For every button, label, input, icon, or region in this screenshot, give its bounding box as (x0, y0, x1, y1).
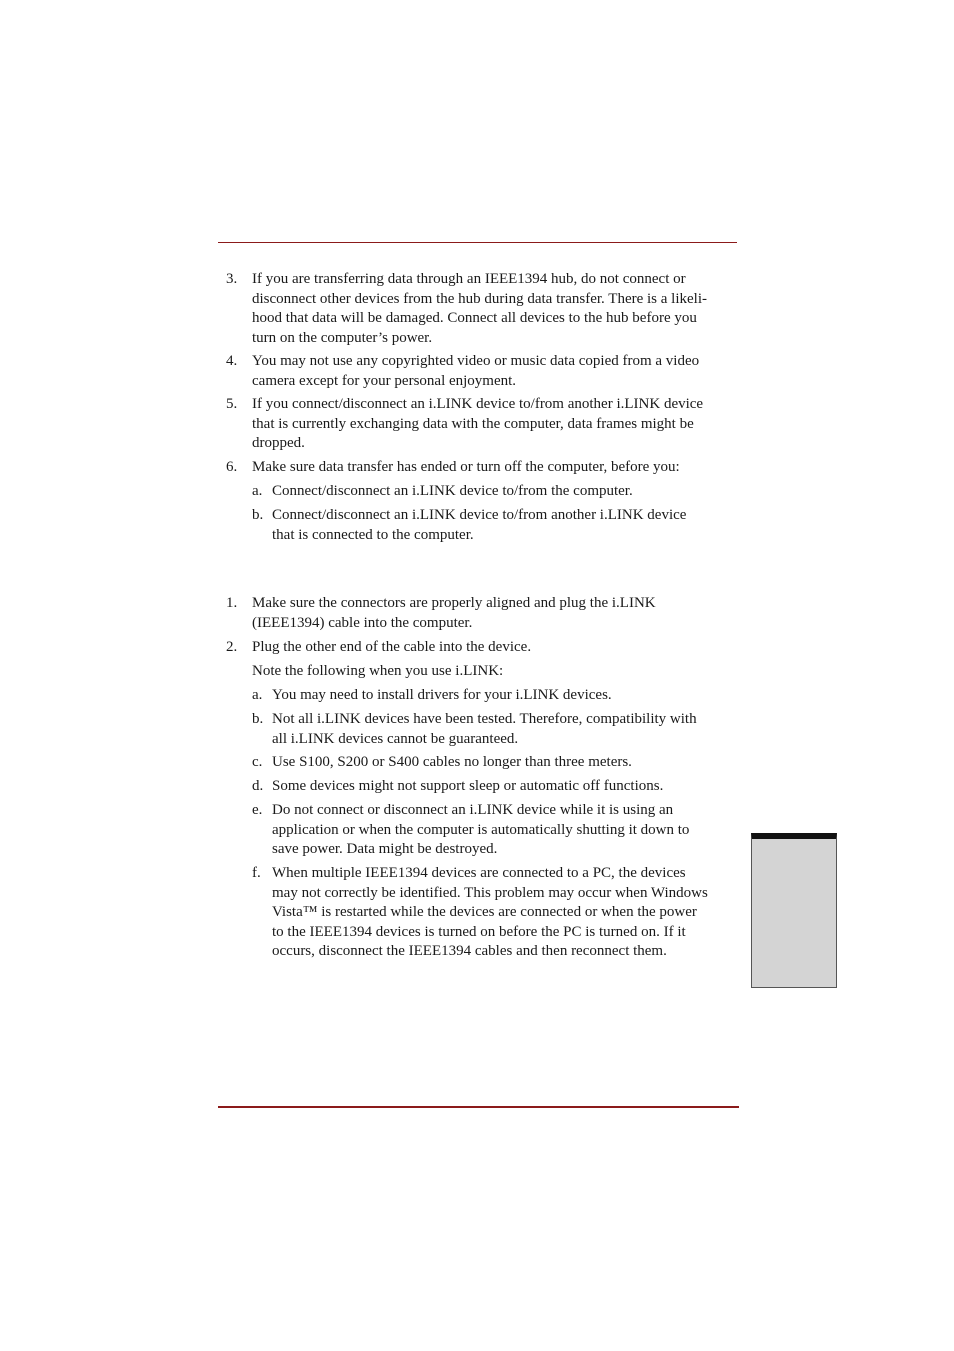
note-text: Note the following when you use i.LINK: (252, 663, 504, 679)
item-number: 4. (226, 353, 238, 369)
sub-item-text: You may need to install drivers for your i.LINK devices. (272, 687, 612, 703)
sub-item-text: Use S100, S200 or S400 cables no longer than three meters. (272, 754, 632, 770)
item-text: You may not use any copyrighted video or music data copied from a video camera except for your personal enjoyment. (252, 353, 700, 389)
item-text: If you are transferring data through an IEEE1394 hub, do not connect or disconnect other devices from the hub during data transfer. There is a likeli- hood that data will be damaged. Connect all devices to the hub before you turn on the computer’s power. (252, 271, 707, 346)
sub-item-text: Do not connect or disconnect an i.LINK device while it is using an application or when the computer is automatically shutting it down to save power. Data might be destroyed. (272, 802, 690, 857)
sub-item-letter: a. (252, 483, 263, 499)
sub-item-text: Connect/disconnect an i.LINK device to/from another i.LINK device that is connected to the computer. (272, 507, 687, 543)
header-rule (218, 242, 737, 243)
chapter-tab (751, 833, 837, 988)
sub-item-text: When multiple IEEE1394 devices are connected to a PC, the devices may not correctly be identified. This problem may occur when Windows Vista™ is restarted while the devices are connected or when the power to the IEEE1394 devices is turned on before the PC is turned on. If it occurs, disconnect the IEEE1394 cables and then reconnect them. (272, 865, 708, 959)
item-number: 6. (226, 459, 238, 475)
item-number: 2. (226, 639, 238, 655)
sub-item-letter: b. (252, 711, 264, 727)
item-text: If you connect/disconnect an i.LINK device to/from another i.LINK device that is currently exchanging data with the computer, data frames might be dropped. (252, 396, 704, 451)
footer-rule (218, 1106, 739, 1108)
item-text: Make sure data transfer has ended or turn off the computer, before you: (252, 459, 680, 475)
item-number: 3. (226, 271, 238, 287)
sub-item-text: Some devices might not support sleep or automatic off functions. (272, 778, 664, 794)
sub-item-letter: a. (252, 687, 263, 703)
item-text: Make sure the connectors are properly aligned and plug the i.LINK (IEEE1394) cable into the computer. (252, 595, 656, 631)
sub-item-letter: f. (252, 865, 261, 881)
sub-item-letter: e. (252, 802, 263, 818)
sub-item-text: Connect/disconnect an i.LINK device to/from the computer. (272, 483, 633, 499)
sub-item-letter: c. (252, 754, 263, 770)
item-number: 5. (226, 396, 238, 412)
sub-item-letter: b. (252, 507, 264, 523)
item-number: 1. (226, 595, 238, 611)
item-text: Plug the other end of the cable into the device. (252, 639, 532, 655)
sub-item-letter: d. (252, 778, 264, 794)
sub-item-text: Not all i.LINK devices have been tested. Therefore, compatibility with all i.LINK devices cannot be guaranteed. (272, 711, 697, 747)
